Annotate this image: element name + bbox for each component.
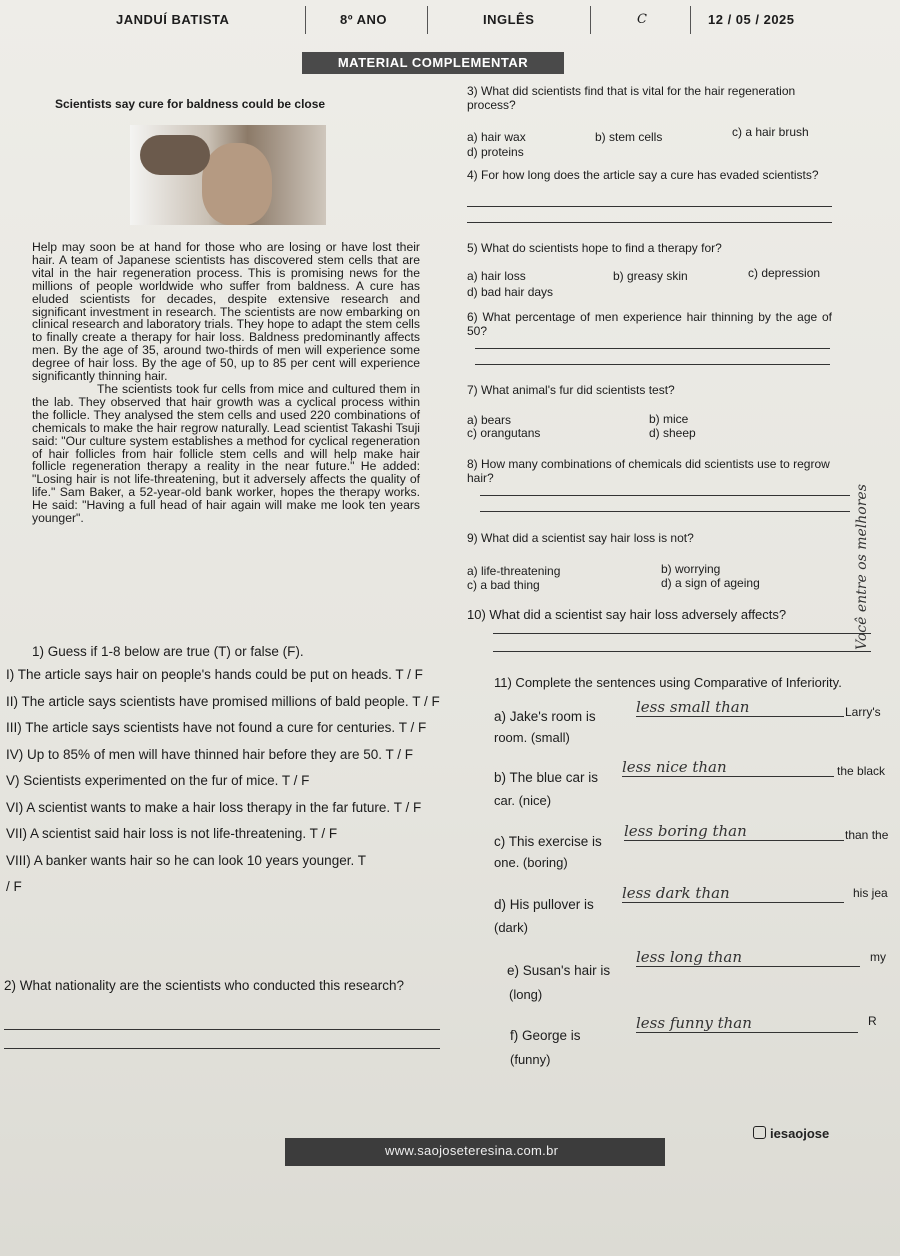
q1-item-mark[interactable]: T / F — [393, 799, 422, 815]
header-divider — [590, 6, 591, 34]
q4-prompt: 4) For how long does the article say a cure has evaded scientists? — [467, 168, 819, 182]
q9-prompt: 9) What did a scientist say hair loss is not? — [467, 531, 694, 545]
side-note-text: Você entre os melhores — [854, 484, 870, 650]
q9-option-b[interactable]: b) worrying — [661, 562, 721, 576]
q7-option-b[interactable]: b) mice — [649, 412, 689, 426]
q1-item-text: / F — [6, 879, 22, 894]
q1-list — [0, 662, 446, 901]
subject: INGLÊS — [483, 12, 535, 27]
instagram-icon — [753, 1126, 766, 1139]
q11-answer-field[interactable]: less boring than — [624, 822, 844, 841]
q1-item — [6, 768, 446, 795]
q3-option-d[interactable]: d) proteins — [467, 145, 524, 159]
footer — [0, 1126, 900, 1170]
header-divider — [427, 6, 428, 34]
q7-option-a[interactable]: a) bears — [467, 413, 512, 427]
q11-stem: f) George is — [510, 1028, 581, 1043]
q11-cue: car. (nice) — [494, 793, 552, 808]
q3-option-a[interactable]: a) hair wax — [467, 130, 526, 144]
q8-answer-line[interactable] — [480, 495, 850, 496]
q11-answer-field[interactable]: less funny than — [636, 1014, 858, 1033]
q1-item-text: VI) A scientist wants to make a hair loss therapy in the far future. — [6, 799, 391, 815]
footer-url[interactable]: www.saojoseteresina.com.br — [385, 1143, 559, 1158]
q11-tail: his jea — [853, 886, 888, 900]
q1-item-text: III) The article says scientists have not found a cure for centuries. — [6, 720, 396, 735]
q11-tail: than the — [845, 828, 889, 842]
q11-stem: c) This exercise is — [494, 834, 602, 849]
q2-answer-line[interactable] — [4, 1029, 440, 1030]
q1-item-mark[interactable]: T / F — [281, 773, 310, 788]
grade: 8º ANO — [340, 12, 387, 27]
header-divider — [305, 6, 306, 34]
q5-option-b[interactable]: b) greasy skin — [613, 269, 688, 283]
q1-item — [6, 742, 446, 769]
q9-option-a[interactable]: a) life-threatening — [467, 564, 561, 578]
q10-prompt: 10) What did a scientist say hair loss adversely affects? — [467, 607, 787, 622]
q1-item-text: VII) A scientist said hair loss is not life-threatening. — [6, 826, 307, 841]
q11-cue: (dark) — [494, 920, 528, 935]
q11-cue: (funny) — [510, 1052, 551, 1067]
q1-item-text: VIII) A banker wants hair so he can look 10 years younger. — [6, 852, 355, 868]
q1-item — [6, 821, 446, 848]
q11-answer-field[interactable]: less nice than — [622, 758, 834, 777]
q1-item-text: IV) Up to 85% of men will have thinned hair before they are 50. — [6, 746, 382, 762]
instagram-label: iesaojose — [770, 1126, 830, 1141]
article-body — [32, 241, 420, 525]
q3-option-c[interactable]: c) a hair brush — [732, 125, 809, 139]
q1-item-mark[interactable]: T — [357, 852, 366, 868]
header — [0, 6, 900, 34]
q6-answer-line[interactable] — [475, 348, 830, 349]
q8-answer-line[interactable] — [480, 511, 850, 512]
q2-prompt: 2) What nationality are the scientists who conducted this research? — [4, 978, 404, 993]
q5-prompt: 5) What do scientists hope to find a therapy for? — [467, 241, 722, 255]
bald-man-photo — [130, 125, 326, 225]
q11-tail: Larry's — [845, 705, 881, 719]
q1-item — [6, 689, 446, 716]
q5-option-a[interactable]: a) hair loss — [467, 269, 526, 283]
q11-stem: d) His pullover is — [494, 897, 594, 912]
q11-stem: e) Susan's hair is — [507, 963, 611, 978]
q6-prompt: 6) What percentage of men experience hair thinning by the age of 50? — [467, 310, 832, 338]
q1-prompt: 1) Guess if 1-8 below are true (T) or false (F). — [32, 644, 304, 659]
q1-item-mark[interactable]: T / F — [385, 746, 413, 762]
q3-prompt: 3) What did scientists find that is vital for the hair regeneration process? — [467, 84, 796, 112]
q9-option-d[interactable]: d) a sign of ageing — [661, 576, 760, 590]
head-shape — [202, 143, 272, 225]
q7-prompt: 7) What animal's fur did scientists test? — [467, 383, 675, 397]
q1-item-mark[interactable]: T / F — [309, 826, 338, 841]
q11-tail: the black — [837, 764, 886, 778]
q1-item — [6, 662, 446, 689]
q4-answer-line[interactable] — [467, 206, 832, 207]
q11-stem: a) Jake's room is — [494, 709, 596, 724]
q1-item-mark[interactable]: T / F — [395, 667, 423, 682]
q1-item-text: I) The article says hair on people's hands could be put on heads. — [6, 667, 392, 682]
q4-answer-line[interactable] — [467, 222, 832, 223]
q11-tail: my — [870, 950, 886, 964]
instagram-handle[interactable] — [753, 1126, 829, 1141]
q1-item — [6, 795, 446, 822]
q5-option-c[interactable]: c) depression — [748, 266, 821, 280]
q11-tail: R — [868, 1014, 877, 1028]
comb-hand — [140, 135, 210, 175]
handwritten-side-note — [848, 430, 878, 660]
q10-answer-line[interactable] — [493, 651, 871, 652]
q1-item — [6, 874, 446, 901]
q3-option-b[interactable]: b) stem cells — [595, 130, 663, 144]
q11-answer-field[interactable]: less dark than — [622, 884, 844, 903]
q1-item-text: II) The article says scientists have promised millions of bald people. — [6, 693, 409, 709]
article-paragraph-1: Help may soon be at hand for those who are losing or have lost their hair. A team of Japanese scientists has discovered stem cells that are vital in the hair regeneration process. This is promising news for the millions of people worldwide who suffer from baldness. A cure has eluded scientists for decades, despite extensive research and significant investment in research. The scientists are now embarking on clinical research and laboratory trials. They hope to adapt the stem cells to finally create a therapy for hair loss. Baldness predominantly affects men. By the age of 35, around two-thirds of men will experience some degree of hair loss. By the age of 50, up to 85 per cent will experience significantly thinning hair. — [32, 240, 420, 384]
section-banner: MATERIAL COMPLEMENTAR — [302, 52, 564, 74]
q8-prompt: 8) How many combinations of chemicals did scientists use to regrow hair? — [467, 457, 830, 485]
q7-option-c[interactable]: c) orangutans — [467, 426, 541, 440]
q11-prompt: 11) Complete the sentences using Comparative of Inferiority. — [494, 675, 842, 690]
q7-option-d[interactable]: d) sheep — [649, 426, 696, 440]
q11-cue: room. (small) — [494, 730, 570, 745]
q1-item — [6, 848, 446, 875]
q11-cue: one. (boring) — [494, 855, 568, 870]
signature: C — [637, 12, 648, 27]
q11-answer-field[interactable]: less long than — [636, 948, 860, 967]
student-name: JANDUÍ BATISTA — [116, 12, 230, 27]
q10-answer-line[interactable] — [493, 633, 871, 634]
q11-stem: b) The blue car is — [494, 770, 599, 785]
q2-answer-line[interactable] — [4, 1048, 440, 1049]
date: 12 / 05 / 2025 — [708, 12, 795, 27]
q1-item-mark[interactable]: T / F — [412, 693, 440, 709]
q11-answer-field[interactable]: less small than — [636, 698, 844, 717]
header-divider — [690, 6, 691, 34]
q1-item-mark[interactable]: T / F — [398, 720, 427, 735]
q11-cue: (long) — [509, 987, 543, 1002]
q6-answer-line[interactable] — [475, 364, 830, 365]
article-headline: Scientists say cure for baldness could be close — [55, 97, 326, 111]
q9-option-c[interactable]: c) a bad thing — [467, 578, 540, 592]
article-paragraph-2: The scientists took fur cells from mice and cultured them in the lab. They observed that hair growth was a cyclical process within the follicle. They analysed the stem cells and used 220 combinations of chemicals to make the hair regrow naturally. Lead scientist Takashi Tsuji said: "Our culture system establishes a method for cyclical regeneration of hair follicles from hair follicle stem cells and will help make hair follicle regeneration therapy a reality in the near future." He added: "Losing hair is not life-threatening, but it adversely affects the quality of life." Sam Baker, a 52-year-old bank worker, hopes the therapy works. He said: "Having a full head of hair again will make me look ten years younger". — [32, 381, 420, 526]
q1-item-text: V) Scientists experimented on the fur of mice. — [6, 773, 279, 788]
q5-option-d[interactable]: d) bad hair days — [467, 285, 554, 299]
q1-item — [6, 715, 446, 742]
